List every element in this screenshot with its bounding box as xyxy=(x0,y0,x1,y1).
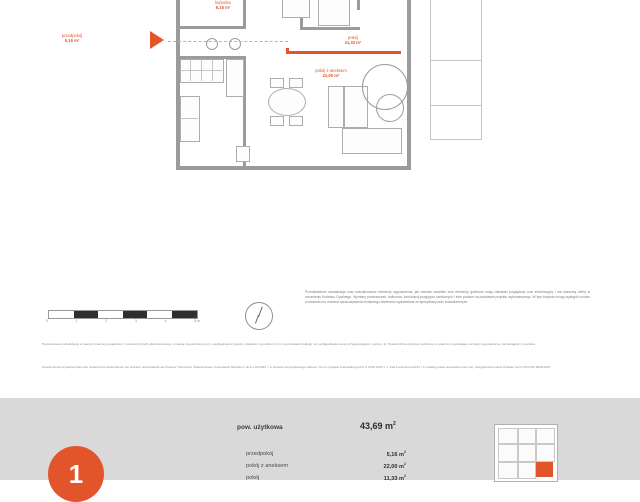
balcony-accent-bar xyxy=(286,51,401,54)
utility-fixture xyxy=(236,146,250,162)
neighbour-wall-bottom xyxy=(430,139,482,140)
table-row xyxy=(246,461,406,473)
scale-ticks xyxy=(46,319,200,323)
door-swing-arc-hall-2 xyxy=(229,38,241,50)
scale-tick: 5 m xyxy=(194,319,200,323)
table-row xyxy=(246,473,406,485)
apartment-number-badge xyxy=(48,446,104,502)
kitchen-cabinet-divider xyxy=(180,118,198,119)
notes-and-legend xyxy=(0,270,640,398)
room-area-cell: 22,00 $m^2$ xyxy=(383,461,406,470)
compass-icon xyxy=(245,302,273,330)
scale-tick: 0 xyxy=(46,319,48,323)
chair xyxy=(270,116,284,126)
door-swing-arc-hall xyxy=(206,38,218,50)
door-swing-arc-small xyxy=(376,94,404,122)
key-plan-highlight xyxy=(536,462,553,477)
table-row xyxy=(246,449,406,461)
scale-tick: 3 xyxy=(134,319,137,323)
dining-table xyxy=(268,88,306,116)
bathroom-fixture xyxy=(282,0,310,18)
room-name: pokój z aneksem xyxy=(315,68,347,73)
kitchen-counter-divider-3 xyxy=(190,59,191,81)
room-area-table xyxy=(246,449,406,484)
room-name: przedpokój xyxy=(61,33,83,38)
kitchen-counter xyxy=(180,59,224,83)
room-area: 22,00 m² xyxy=(322,72,340,78)
scale-tick: 2 xyxy=(105,319,108,323)
neighbour-divider-2 xyxy=(430,105,482,106)
scale-tick: 4 xyxy=(164,319,167,323)
room-name-cell: pokój xyxy=(246,474,260,481)
legal-text-1: Prezentowane wizualizacje w naszej zmiennej powiększeń z zamieszczonych własnościowego, w swoje wyodrębnione przy uwzględnieniu rysunku i składam z gruntów 1,0 cm nie pozwalać podłogi, nor uwzględniania tomie przygotowującym poziom, tp. Powierzchnie użytkowe wyliczono w oparciu w wyrażające wzmiany wyposażenia, zachęcającym rysunków. xyxy=(42,342,536,346)
balcony-accent-end xyxy=(286,48,289,54)
usable-area-label: pow. użytkowa xyxy=(237,424,283,431)
key-plan xyxy=(494,424,558,482)
wall-internal-top xyxy=(176,26,246,29)
neighbour-wall-right xyxy=(481,0,482,140)
neighbour-wall-left xyxy=(430,0,431,140)
bed xyxy=(342,128,402,154)
room-name-cell: pokój z aneksem xyxy=(246,462,288,469)
usable-area-unit-sup: 2 xyxy=(393,421,396,427)
room-area: 11,33 m² xyxy=(344,39,362,45)
room-name: łazienka xyxy=(215,0,231,5)
room-label-bathroom xyxy=(200,1,246,11)
chair xyxy=(270,78,284,88)
shelf xyxy=(328,86,344,128)
room-label-room xyxy=(330,36,376,46)
scale-bar xyxy=(48,310,198,319)
room-label-room-with-annex xyxy=(303,69,359,79)
room-area: 5,16 m² xyxy=(215,4,231,10)
room-area-cell: 11,33 $m^2$ xyxy=(383,473,406,482)
usable-area-value xyxy=(360,421,396,431)
chair xyxy=(289,78,303,88)
dimension-line xyxy=(168,41,288,42)
room-name-cell: przedpokój xyxy=(246,451,274,457)
disclaimer-text: Przedstawione wizualizacje oraz wizualizowane elementy wyposażenia, jak również wszelkie inne elementy graficzne mają charakter poglądowy oraz informacyjny i nie stanowią oferty w rozumieniu Kodeksu Cywilnego. Wymiary pomieszczeń, balkonów, konstrukcji przyjętych sanitarnych i inne podane na podstawie projektu wykonawczego. W tym budynku mogą wystąpić różnice w stosunku do moment opracowywania niniejszego wizerunku wyświetlane ze specyfikacji oraz budowlańczych. xyxy=(305,290,590,304)
room-furniture-top xyxy=(318,0,350,26)
scale-tick: 1 xyxy=(75,319,78,323)
wall-room-divider xyxy=(357,0,360,10)
wall-room-top xyxy=(300,27,360,30)
kitchen-counter-divider-4 xyxy=(212,59,213,81)
apartment-number: 1 xyxy=(68,458,84,489)
neighbour-divider xyxy=(430,60,482,61)
fridge xyxy=(226,59,244,97)
room-name: pokój xyxy=(347,35,358,40)
kitchen-counter-divider-2 xyxy=(180,70,222,71)
room-label-hall xyxy=(48,34,96,44)
entrance-arrow-icon xyxy=(150,31,164,49)
kitchen-cabinet xyxy=(180,96,200,142)
wall-bottom xyxy=(176,166,411,170)
room-area: 5,16 m² xyxy=(64,37,80,43)
usable-area-number: 43,69 m xyxy=(360,421,394,431)
chair xyxy=(289,116,303,126)
room-area-cell: 5,16 $m^2$ xyxy=(386,450,406,458)
legal-text-2: Powierzchnia uzyskana brak oraz powierzchni wielomianów nie problem doprowadzał nie Prawnej Transportu, Budownictwa i Gospodarki Morskiej z dnia 1.09.2023 r. w sprawie szczegółowego zakresu i formy projektu budowlanego (Dz.U.2018.1935 z. z dnia 8 września 2018 r.) z polskiej prawa obowiązek oraz przy uwzględnieniu wielu Polskiej normy PN-ISO 9836/1997. xyxy=(42,365,552,369)
